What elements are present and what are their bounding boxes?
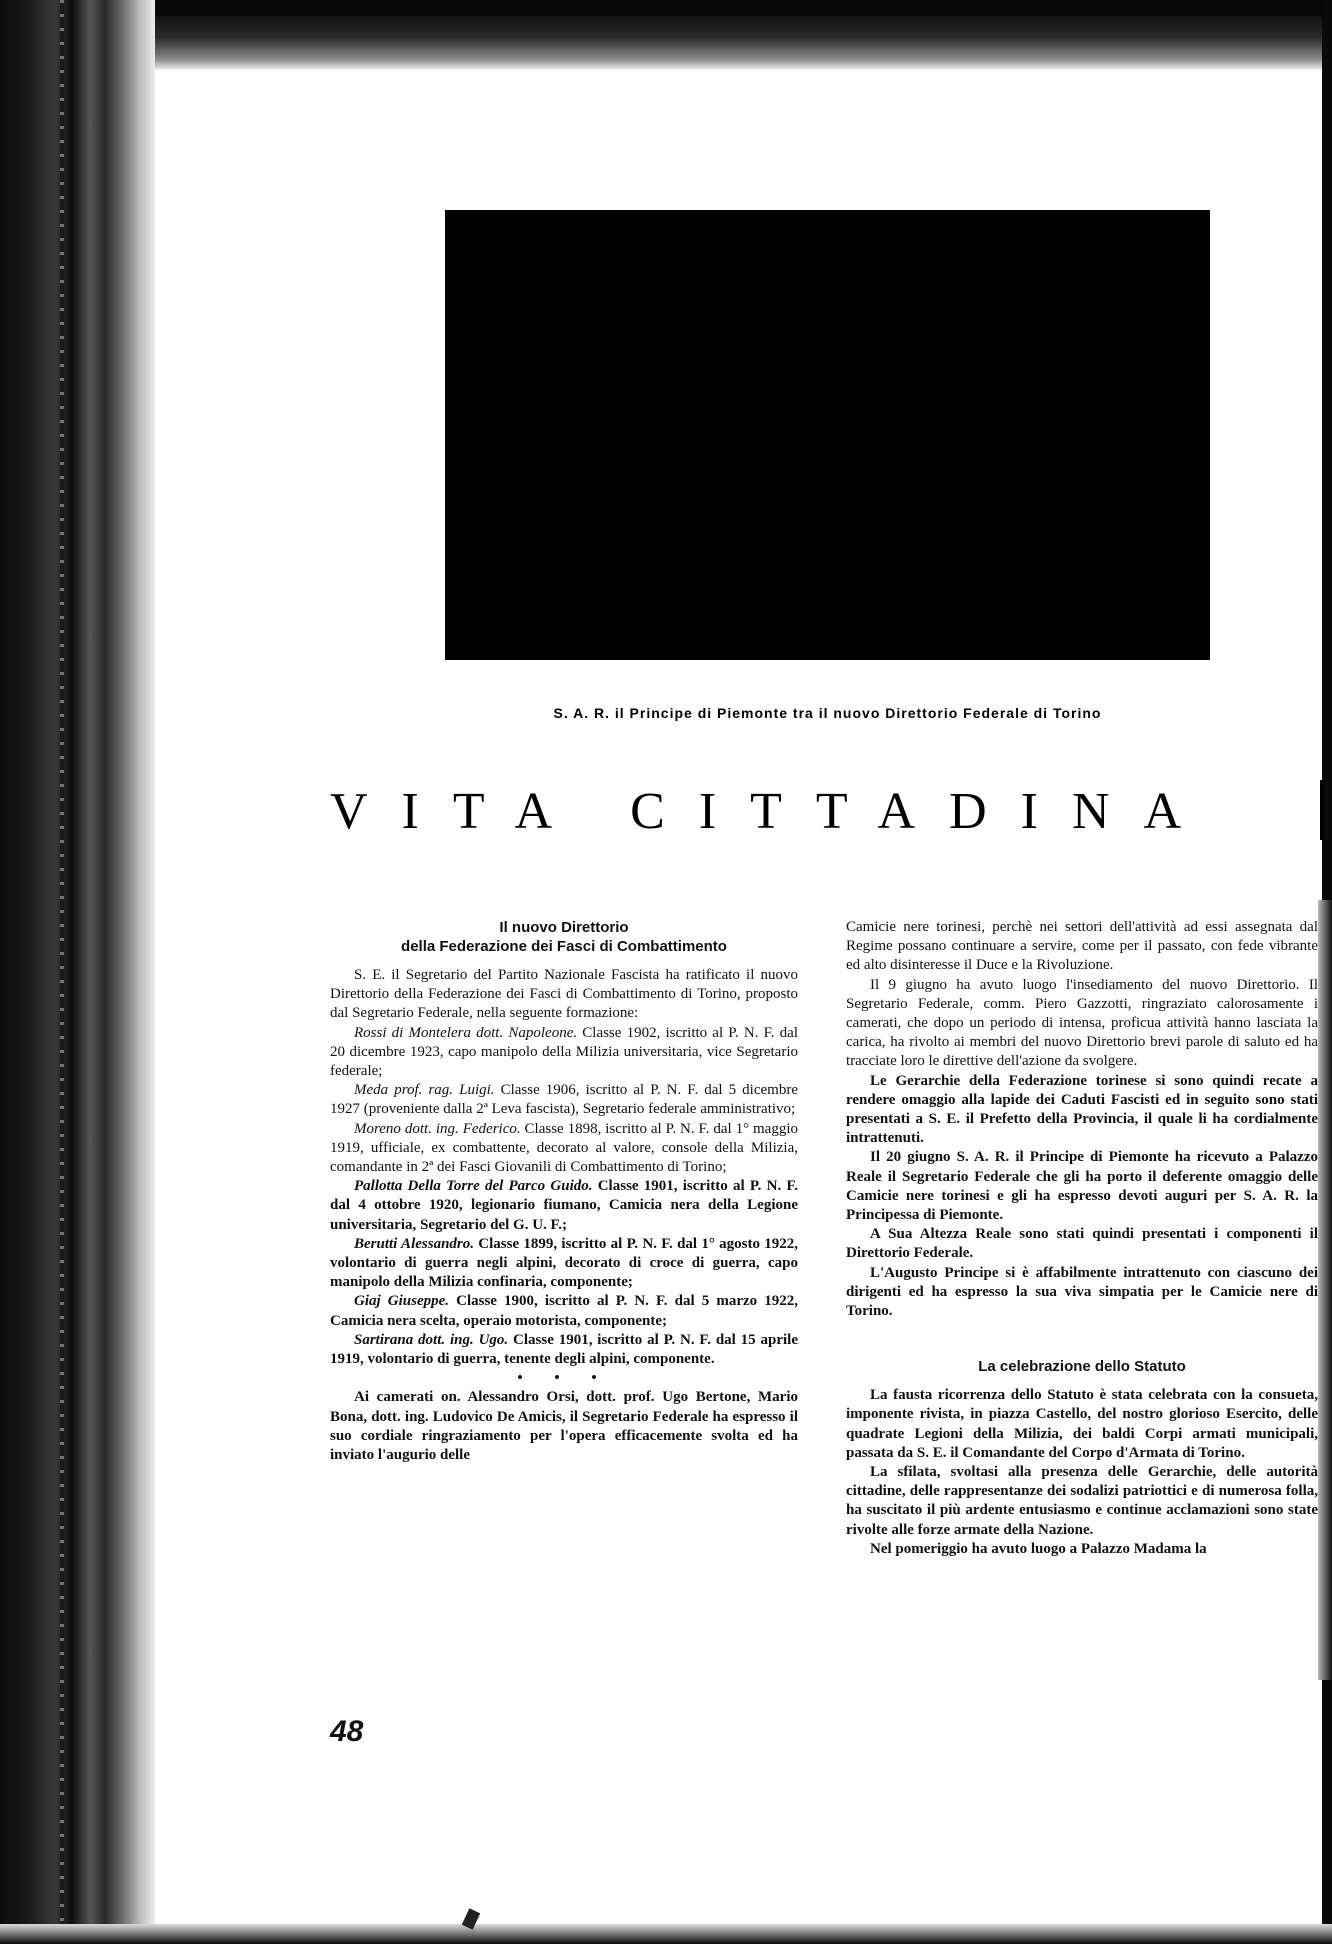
article-heading-line1: Il nuovo Direttorio (499, 919, 629, 936)
member-entry (330, 1235, 798, 1293)
member-details: Classe 1902, iscritto al P. N. F. dal 20 dicembre 1923, capo manipolo della Milizia universitaria, vice Segretario federale; (330, 1024, 798, 1080)
member-name: Pallotta Della Torre del Parco Guido. (354, 1178, 593, 1195)
scan-edge-bottom (0, 1924, 1332, 1944)
member-name: Rossi di Montelera dott. Napoleone. (354, 1024, 578, 1041)
statuto-paragraph: Nel pomeriggio ha avuto luogo a Palazzo Madama la (870, 1540, 1207, 1557)
member-details: Classe 1901, iscritto al P. N. F. dal 4 ottobre 1920, legionario fiumano, Camicia nera della Legione universitaria, Segretario del G. U. F.; (330, 1178, 798, 1233)
article-heading-line2: della Federazione dei Fasci di Combattimento (401, 938, 727, 955)
member-entry (330, 1081, 798, 1119)
page-number: 48 (330, 1715, 364, 1748)
photo-caption: S. A. R. il Principe di Piemonte tra il nuovo Direttorio Federale di Torino (553, 705, 1102, 721)
photograph (445, 210, 1210, 660)
member-name: Meda prof. rag. Luigi. (354, 1082, 495, 1099)
body-paragraph: A Sua Altezza Reale sono stati quindi presentati i componenti il Direttorio Federale. (846, 1226, 1318, 1262)
member-name: Sartirana dott. ing. Ugo. (354, 1331, 509, 1348)
right-column (846, 918, 1318, 1559)
member-details: Classe 1899, iscritto al P. N. F. dal 1° agosto 1922, volontario di guerra negli alpini, decorato di croce di guerra, capo manipolo della Milizia confinaria, componente; (330, 1235, 798, 1291)
intro-paragraph: S. E. il Segretario del Partito Nazionale Fascista ha ratificato il nuovo Direttorio della Federazione dei Fasci di Combattimento di Torino, proposto dal Segretario Federale, nella seguente formazione: (330, 967, 798, 1022)
statuto-paragraph: La fausta ricorrenza dello Statuto è stata celebrata con la consueta, imponente rivista, in piazza Castello, del nostro glorioso Esercito, delle quadrate Legioni della Milizia, dei baldi Corpi armati municipali, passata da S. E. il Comandante del Corpo d'Armata di Torino. (846, 1387, 1318, 1461)
member-details: Classe 1900, iscritto al P. N. F. dal 5 marzo 1922, Camicia nera scelta, operaio motorista, componente; (330, 1293, 798, 1329)
left-column (330, 918, 798, 1465)
member-entry (330, 1120, 798, 1178)
body-paragraph: L'Augusto Principe si è affabilmente intrattenuto con ciascuno dei dirigenti ed ha espresso la sua viva simpatia per le Camicie nere di Torino. (846, 1264, 1318, 1320)
member-entry (330, 1024, 798, 1082)
section-separator: • • • (517, 1370, 611, 1387)
scan-shadow-top (130, 16, 1332, 70)
scan-edge-top (0, 0, 1332, 16)
member-entry (330, 1177, 798, 1235)
scan-shadow-right (1318, 900, 1332, 1680)
body-paragraph: Le Gerarchie della Federazione torinese si sono quindi recate a rendere omaggio alla lapide dei Caduti Fascisti ed in seguito sono stati presentati a S. E. il Prefetto della Provincia, il quale li ha cordialmente intrattenuti. (846, 1072, 1318, 1147)
member-entry (330, 1292, 798, 1330)
continuation-paragraph: Camicie nere torinesi, perchè nei settori dell'attività ad essi assegnata dal Regime possano continuare a servire, come per il passato, con fede vibrante ed alto disinteresse il Duce e la Rivoluzione. (846, 919, 1318, 974)
title-rule (1320, 780, 1324, 840)
section-title: VITA CITTADINA (330, 783, 1216, 840)
scan-binding-edge (0, 0, 155, 1944)
body-paragraph: Il 20 giugno S. A. R. il Principe di Piemonte ha ricevuto a Palazzo Reale il Segretario Federale che gli ha porto il deferente omaggio delle Camicie nere torinesi e gli ha espresso devoti auguri per S. A. R. la Principessa di Piemonte. (846, 1149, 1318, 1224)
member-details: Classe 1906, iscritto al P. N. F. dal 5 dicembre 1927 (proveniente dalla 2ª Leva fascista), Segretario federale amministrativo; (330, 1082, 798, 1118)
closing-paragraph: Ai camerati on. Alessandro Orsi, dott. prof. Ugo Bertone, Mario Bona, dott. ing. Ludovico De Amicis, il Segretario Federale ha espresso il suo cordiale ringraziamento per l'opera efficacemente svolta ed ha inviato l'augurio delle (330, 1389, 798, 1464)
member-details: Classe 1901, iscritto al P. N. F. dal 15 aprile 1919, volontario di guerra, tenente degli alpini, componente. (330, 1331, 799, 1368)
statuto-paragraph: La sfilata, svoltasi alla presenza delle Gerarchie, delle autorità cittadine, delle rappresentanze dei sodalizi patriottici e di numerosa folla, ha suscitato il più ardente entusiasmo e continue acclamazioni sono state rivolte alle forze armate della Nazione. (846, 1464, 1318, 1538)
body-paragraph: Il 9 giugno ha avuto luogo l'insediamento del nuovo Direttorio. Il Segretario Federale, comm. Piero Gazzotti, ringraziato calorosamente i camerati, che dopo un periodo di intensa, proficua attività hanno lasciata la carica, ha rivolto ai membri del nuovo Direttorio brevi parole di saluto ed ha tracciate loro le direttive dell'azione da svolgere. (846, 976, 1318, 1070)
member-name: Moreno dott. ing. Federico. (354, 1120, 521, 1137)
member-name: Berutti Alessandro. (354, 1235, 474, 1252)
member-name: Giaj Giuseppe. (354, 1293, 450, 1310)
member-entry (330, 1331, 798, 1369)
member-details: Classe 1898, iscritto al P. N. F. dal 1° maggio 1919, ufficiale, ex combattente, decorato al valore, console della Milizia, comandante in 2ª dei Fasci Giovanili di Combattimento di Torino; (330, 1120, 798, 1176)
statuto-heading: La celebrazione dello Statuto (978, 1358, 1186, 1376)
